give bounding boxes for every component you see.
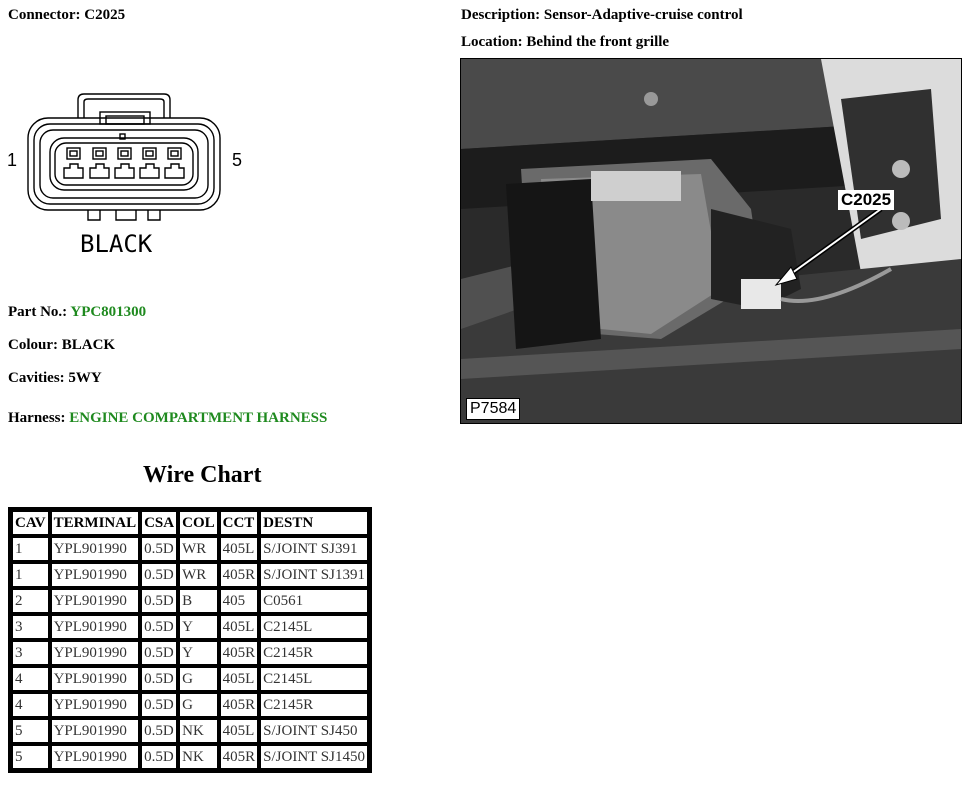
cell-cav: 5 <box>11 744 50 770</box>
header-csa: CSA <box>140 510 178 536</box>
cell-terminal: YPL901990 <box>50 718 141 744</box>
table-row <box>11 640 369 666</box>
table-row <box>11 536 369 562</box>
connector-label: Connector: <box>8 7 81 23</box>
cavities-value: 5WY <box>68 370 102 386</box>
cell-cct: 405 <box>219 588 260 614</box>
pin-5-label: 5 <box>232 150 243 170</box>
connector-color-label: BLACK <box>80 230 153 258</box>
cell-csa: 0.5D <box>140 640 178 666</box>
cell-terminal: YPL901990 <box>50 640 141 666</box>
colour-value: BLACK <box>61 337 116 353</box>
cell-col: WR <box>178 562 219 588</box>
header-col: COL <box>178 510 219 536</box>
header-terminal: TERMINAL <box>50 510 141 536</box>
description-heading <box>461 7 743 24</box>
cell-cct: 405L <box>219 718 260 744</box>
cell-terminal: YPL901990 <box>50 614 141 640</box>
connector-face-drawing <box>0 82 260 262</box>
photo-callout-label: C2025 <box>838 190 894 210</box>
cell-col: Y <box>178 614 219 640</box>
cell-terminal: YPL901990 <box>50 692 141 718</box>
cell-col: B <box>178 588 219 614</box>
photo-caption: P7584 <box>466 398 520 420</box>
part-number-link[interactable]: YPC801300 <box>70 304 147 320</box>
cavities-row <box>8 370 102 387</box>
cell-cct: 405L <box>219 666 260 692</box>
connector-value: C2025 <box>84 7 126 23</box>
cell-cav: 4 <box>11 692 50 718</box>
wire-chart-header-row <box>11 510 369 536</box>
location-photo <box>460 58 962 424</box>
cell-destn: S/JOINT SJ1450 <box>259 744 369 770</box>
location-value: Behind the front grille <box>526 34 670 50</box>
harness-label: Harness: <box>8 410 66 426</box>
cell-csa: 0.5D <box>140 536 178 562</box>
cell-destn: C0561 <box>259 588 369 614</box>
colour-label: Colour: <box>8 337 58 353</box>
cell-cav: 2 <box>11 588 50 614</box>
cell-terminal: YPL901990 <box>50 536 141 562</box>
description-label: Description: <box>461 7 541 23</box>
cell-terminal: YPL901990 <box>50 588 141 614</box>
cell-cav: 4 <box>11 666 50 692</box>
cell-cct: 405L <box>219 614 260 640</box>
part-number-row <box>8 304 146 321</box>
cell-destn: C2145R <box>259 692 369 718</box>
cell-destn: S/JOINT SJ450 <box>259 718 369 744</box>
cell-terminal: YPL901990 <box>50 562 141 588</box>
harness-link[interactable]: ENGINE COMPARTMENT HARNESS <box>69 410 328 426</box>
cell-cav: 3 <box>11 614 50 640</box>
wire-chart-body <box>11 536 369 770</box>
cell-csa: 0.5D <box>140 666 178 692</box>
wire-chart-table <box>8 507 372 773</box>
cell-col: WR <box>178 536 219 562</box>
table-row <box>11 588 369 614</box>
cell-cav: 3 <box>11 640 50 666</box>
colour-row <box>8 337 115 354</box>
harness-row <box>8 410 327 427</box>
cell-destn: C2145L <box>259 666 369 692</box>
location-label: Location: <box>461 34 523 50</box>
cell-col: NK <box>178 718 219 744</box>
cell-csa: 0.5D <box>140 614 178 640</box>
table-row <box>11 692 369 718</box>
cell-destn: C2145R <box>259 640 369 666</box>
cell-col: NK <box>178 744 219 770</box>
cell-cav: 1 <box>11 536 50 562</box>
cell-destn: S/JOINT SJ1391 <box>259 562 369 588</box>
part-number-label: Part No.: <box>8 304 68 320</box>
cell-col: Y <box>178 640 219 666</box>
cell-csa: 0.5D <box>140 744 178 770</box>
cell-terminal: YPL901990 <box>50 666 141 692</box>
table-row <box>11 666 369 692</box>
cell-csa: 0.5D <box>140 692 178 718</box>
header-cav: CAV <box>11 510 50 536</box>
header-cct: CCT <box>219 510 260 536</box>
table-row <box>11 614 369 640</box>
cell-cct: 405R <box>219 640 260 666</box>
cell-terminal: YPL901990 <box>50 744 141 770</box>
table-row <box>11 562 369 588</box>
cell-cct: 405L <box>219 536 260 562</box>
cell-csa: 0.5D <box>140 718 178 744</box>
table-row <box>11 718 369 744</box>
cavities-label: Cavities: <box>8 370 65 386</box>
cell-cct: 405R <box>219 744 260 770</box>
description-value: Sensor-Adaptive-cruise control <box>543 7 743 23</box>
cell-csa: 0.5D <box>140 562 178 588</box>
pin-1-label: 1 <box>7 150 18 170</box>
cell-cct: 405R <box>219 692 260 718</box>
cell-cct: 405R <box>219 562 260 588</box>
header-destn: DESTN <box>259 510 369 536</box>
cell-destn: S/JOINT SJ391 <box>259 536 369 562</box>
cavity-pins <box>64 148 184 178</box>
wire-chart-title: Wire Chart <box>143 462 262 488</box>
cell-destn: C2145L <box>259 614 369 640</box>
connector-heading <box>8 7 125 24</box>
cell-csa: 0.5D <box>140 588 178 614</box>
cell-col: G <box>178 692 219 718</box>
cell-col: G <box>178 666 219 692</box>
cell-cav: 5 <box>11 718 50 744</box>
cell-cav: 1 <box>11 562 50 588</box>
table-row <box>11 744 369 770</box>
location-heading <box>461 34 669 51</box>
